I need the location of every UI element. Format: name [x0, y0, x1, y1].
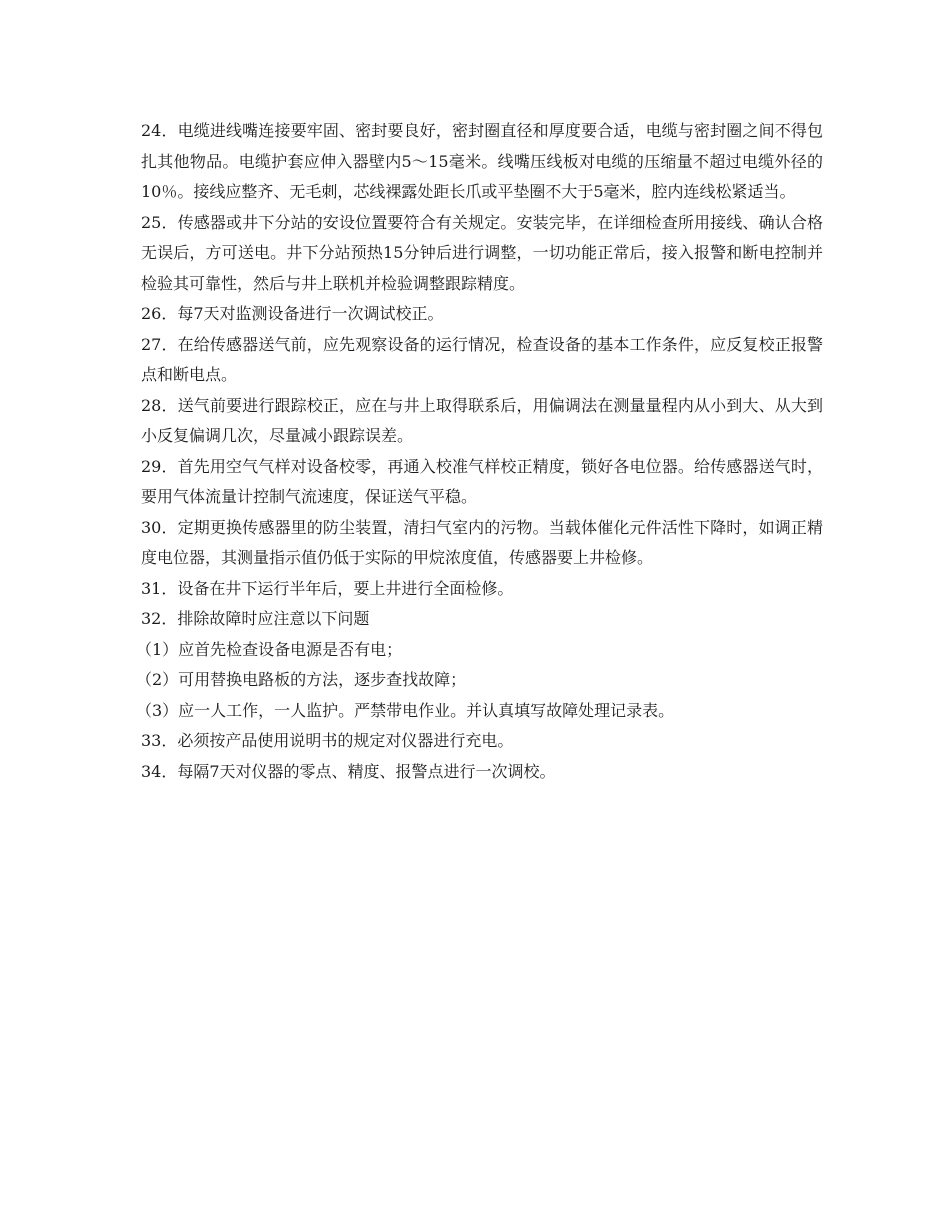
paragraph-item-28: 28．送气前要进行跟踪校正，应在与井上取得联系后，用偏调法在测量量程内从小到大、从大到小反复偏调几次，尽量减小跟踪误差。 — [141, 395, 823, 445]
paragraph-item-30: 30．定期更换传感器里的防尘装置，清扫气室内的污物。当载体催化元件活性下降时，如调正精度电位器，其测量指示值仍低于实际的甲烷浓度值，传感器要上井检修。 — [141, 517, 823, 567]
sub-item-3: （3）应一人工作，一人监护。严禁带电作业。并认真填写故障处理记录表。 — [136, 700, 675, 720]
paragraph-item-33: 33．必须按产品使用说明书的规定对仪器进行充电。 — [141, 731, 514, 750]
paragraph-item-34: 34．每隔7天对仪器的零点、精度、报警点进行一次调校。 — [141, 761, 556, 781]
document-body — [136, 116, 823, 787]
paragraph-item-25: 25．传感器或井下分站的安设位置要符合有关规定。安装完毕，在详细检查所用接线、确认合格无误后，方可送电。井下分站预热15分钟后进行调整，一切功能正常后，接入报警和断电控制并检验其可靠性，然后与井上联机并检验调整跟踪精度。 — [141, 212, 823, 293]
paragraph-item-32: 32．排除故障时应注意以下问题 — [141, 609, 370, 628]
sub-item-1: （1）应首先检查设备电源是否有电； — [136, 639, 403, 659]
paragraph-item-31: 31．设备在井下运行半年后，要上井进行全面检修。 — [141, 578, 514, 598]
paragraph-item-29: 29．首先用空气气样对设备校零，再通入校准气样校正精度，锁好各电位器。给传感器送气时，要用气体流量计控制气流速度，保证送气平稳。 — [141, 456, 823, 506]
paragraph-item-24: 24．电缆进线嘴连接要牢固、密封要良好，密封圈直径和厚度要合适，电缆与密封圈之间不得包扎其他物品。电缆护套应伸入器壁内5～15毫米。线嘴压线板对电缆的压缩量不超过电缆外径的10％。接线应整齐、无毛刺，芯线裸露处距长爪或平垫圈不大于5毫米，腔内连线松紧适当。 — [141, 121, 823, 201]
paragraph-item-26: 26．每7天对监测设备进行一次调试校正。 — [141, 304, 444, 323]
sub-item-2: （2）可用替换电路板的方法，逐步查找故障； — [136, 670, 467, 689]
paragraph-item-27: 27．在给传感器送气前，应先观察设备的运行情况，检查设备的基本工作条件，应反复校正报警点和断电点。 — [141, 334, 823, 384]
